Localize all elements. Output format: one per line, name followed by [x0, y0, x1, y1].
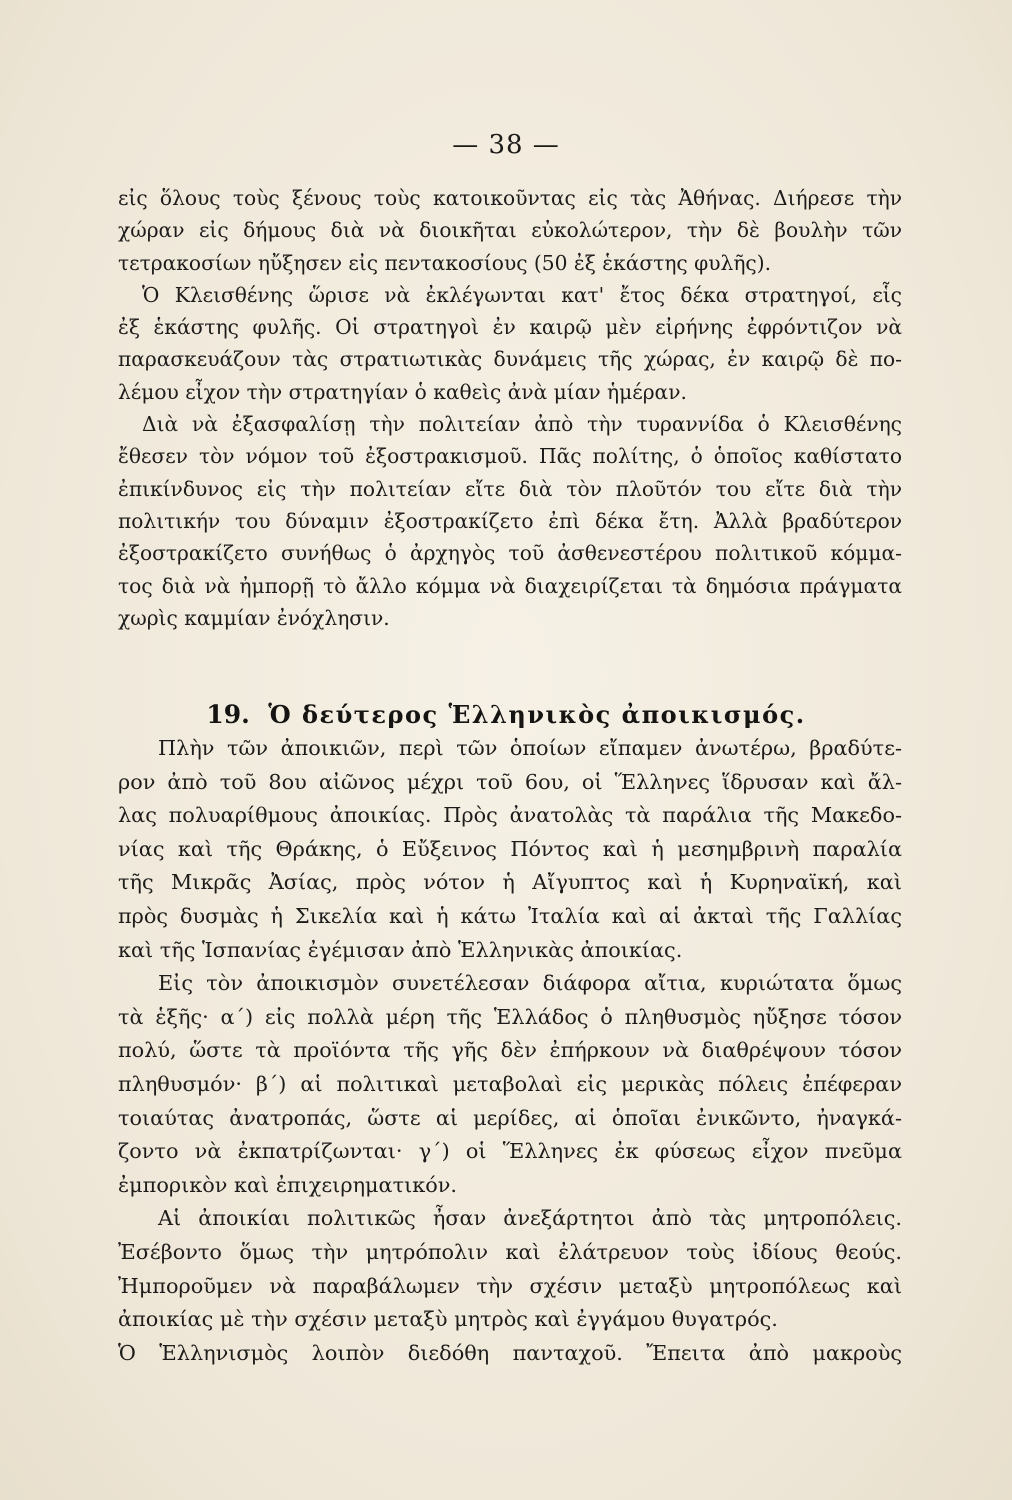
text-line: Ἠμποροῦμεν νὰ παραβάλωμεν τὴν σχέσιν μεταξὺ μητροπόλεως καὶ — [118, 1273, 902, 1298]
text-line: τὰ ἑξῆς· α΄) εἰς πολλὰ μέρη τῆς Ἑλλάδος ὁ πληθυσμὸς ηὔξησε τόσον — [118, 1004, 902, 1029]
text-line: ζοντο νὰ ἐκπατρίζωνται· γ΄) οἱ Ἕλληνες ἐκ φύσεως εἶχον πνεῦμα — [118, 1139, 902, 1164]
text-line: ἐπικίνδυνος εἰς τὴν πολιτείαν εἴτε διὰ τὸν πλοῦτόν του εἴτε διὰ τὴν — [118, 476, 902, 501]
text-line: λέμου εἶχον τὴν στρατηγίαν ὁ καθεὶς ἀνὰ μίαν ἡμέραν. — [118, 379, 687, 404]
text-line: Εἰς τὸν ἀποικισμὸν συνετέλεσαν διάφορα αἴτια, κυριώτατα ὅμως — [158, 971, 902, 996]
text-line: Πλὴν τῶν ἀποικιῶν, περὶ τῶν ὁποίων εἴπαμεν ἀνωτέρω, βραδύτε- — [158, 736, 902, 760]
text-line: ἔθεσεν τὸν νόμον τοῦ ἐξοστρακισμοῦ. Πᾶς πολίτης, ὁ ὁποῖος καθίστατο — [118, 444, 902, 469]
text-line: πρὸς δυσμὰς ἡ Σικελία καὶ ἡ κάτω Ἰταλία καὶ αἱ ἀκταὶ τῆς Γαλλίας — [118, 903, 902, 928]
text-line: ἐξοστρακίζετο συνήθως ὁ ἀρχηγὸς τοῦ ἀσθενεστέρου πολιτικοῦ κόμμα- — [118, 541, 902, 566]
text-line: παρασκευάζουν τὰς στρατιωτικὰς δυνάμεις τῆς χώρας, ἐν καιρῷ δὲ πο- — [118, 347, 902, 372]
text-line: πληθυσμόν· β΄) αἱ πολιτικαὶ μεταβολαὶ εἰς μερικὰς πόλεις ἐπέφεραν — [118, 1071, 902, 1096]
text-line: καὶ τῆς Ἱσπανίας ἐγέμισαν ἀπὸ Ἑλληνικὰς ἀποικίας. — [118, 937, 683, 962]
text-line: τῆς Μικρᾶς Ἀσίας, πρὸς νότον ἡ Αἴγυπτος καὶ ἡ Κυρηναϊκή, καὶ — [118, 870, 902, 895]
section-number: 19. — [206, 700, 250, 729]
text-line: ἀποικίας μὲ τὴν σχέσιν μεταξὺ μητρὸς καὶ ἐγγάμου θυγατρός. — [118, 1307, 778, 1332]
text-line: Ἐσέβοντο ὅμως τὴν μητρόπολιν καὶ ἐλάτρευον τοὺς ἰδίους θεούς. — [118, 1239, 902, 1264]
text-line: Αἱ ἀποικίαι πολιτικῶς ἦσαν ἀνεξάρτητοι ἀπὸ τὰς μητροπόλεις. — [158, 1206, 902, 1231]
text-line: Διὰ νὰ ἐξασφαλίσῃ τὴν πολιτείαν ἀπὸ τὴν τυραννίδα ὁ Κλεισθένης — [142, 412, 902, 437]
text-line: πολιτικήν του δύναμιν ἐξοστρακίζετο ἐπὶ δέκα ἔτη. Ἀλλὰ βραδύτερον — [118, 508, 902, 533]
text-line: χώραν εἰς δήμους διὰ νὰ διοικῆται εὐκολώτερον, τὴν δὲ βουλὴν τῶν — [118, 218, 902, 243]
section-heading — [0, 700, 1012, 730]
text-line: ἐξ ἑκάστης φυλῆς. Οἱ στρατηγοὶ ἐν καιρῷ μὲν εἰρήνης ἐφρόντιζον νὰ — [118, 315, 902, 340]
text-line: πολύ, ὥστε τὰ προϊόντα τῆς γῆς δὲν ἐπήρκουν νὰ διαθρέψουν τόσον — [118, 1038, 902, 1063]
text-line: τετρακοσίων ηὔξησεν εἰς πεντακοσίους (50 ἐξ ἑκάστης φυλῆς). — [118, 250, 772, 275]
text-line: Ὁ Κλεισθένης ὥρισε νὰ ἐκλέγωνται κατ' ἔτος δέκα στρατηγοί, εἷς — [142, 282, 902, 307]
text-line: εἰς ὅλους τοὺς ξένους τοὺς κατοικοῦντας εἰς τὰς Ἀθήνας. Διήρεσε τὴν — [118, 186, 902, 210]
text-line: τοιαύτας ἀνατροπάς, ὥστε αἱ μερίδες, αἱ ὁποῖαι ἐνικῶντο, ἠναγκά- — [118, 1105, 902, 1130]
text-line: λας πολυαρίθμους ἀποικίας. Πρὸς ἀνατολὰς τὰ παράλια τῆς Μακεδο- — [118, 803, 902, 828]
text-line: τος διὰ νὰ ἠμπορῇ τὸ ἄλλο κόμμα νὰ διαχειρίζεται τὰ δημόσια πράγματα — [118, 573, 902, 598]
section-title: Ὁ δεύτερος Ἑλληνικὸς ἀποικισμός. — [268, 700, 806, 729]
text-line: Ὁ Ἑλληνισμὸς λοιπὸν διεδόθη πανταχοῦ. Ἔπειτα ἀπὸ μακροὺς — [118, 1340, 902, 1365]
text-after-section — [118, 732, 902, 1370]
text-line: χωρὶς καμμίαν ἐνόχλησιν. — [118, 605, 390, 630]
text-line: νίας καὶ τῆς Θράκης, ὁ Εὔξεινος Πόντος καὶ ἡ μεσημβρινὴ παραλία — [118, 836, 902, 861]
text-line: ρον ἀπὸ τοῦ 8ου αἰῶνος μέχρι τοῦ 6ου, οἱ Ἕλληνες ἵδρυσαν καὶ ἄλ- — [118, 769, 902, 794]
page-number: — 38 — — [452, 130, 560, 160]
text-before-section — [118, 182, 902, 634]
text-line: ἐμπορικὸν καὶ ἐπιχειρηματικόν. — [118, 1172, 458, 1197]
